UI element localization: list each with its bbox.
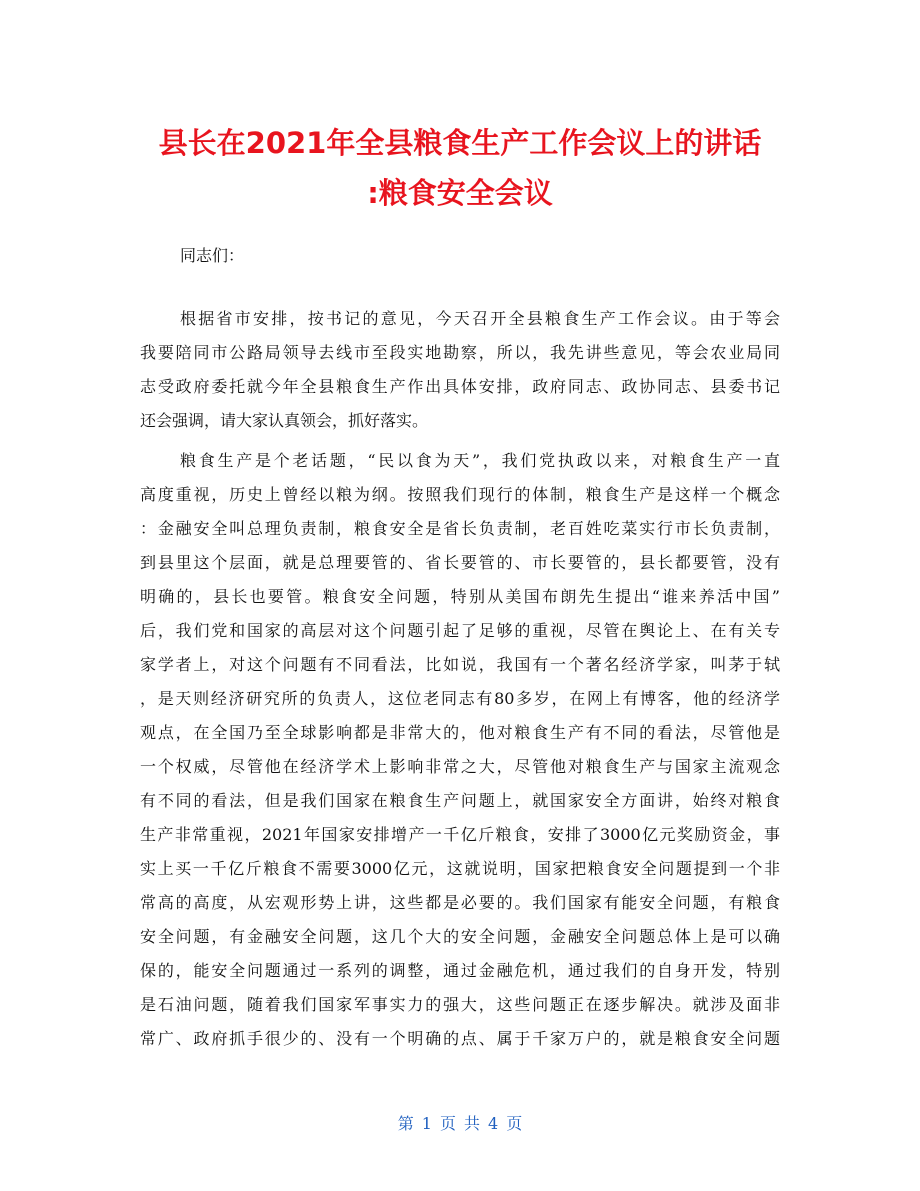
footer-word: 第	[397, 1114, 414, 1133]
paragraph1-line: 志受政府委托就今年全县粮食生产作出具体安排，政府同志、政协同志、县委书记	[140, 377, 780, 396]
paragraph2-line: 观点，在全国乃至全球影响都是非常大的，他对粮食生产有不同的看法，尽管他是	[140, 723, 780, 742]
paragraph2-line: 是石油问题，随着我们国家军事实力的强大，这些问题正在逐步解决。就涉及面非	[140, 995, 780, 1014]
paragraph2-line: 保的，能安全问题通过一系列的调整，通过金融危机，通过我们的自身开发，特别	[140, 961, 780, 980]
paragraph2-line: ：金融安全叫总理负责制，粮食安全是省长负责制，老百姓吃菜实行市长负责制，	[140, 519, 780, 538]
paragraph2-line: ，是天则经济研究所的负责人，这位老同志有80多岁，在网上有博客，他的经济学	[140, 689, 780, 708]
paragraph2-line: 常广、政府抓手很少的、没有一个明确的点、属于千家万户的，就是粮食安全问题	[140, 1029, 780, 1048]
paragraph2-line: 安全问题，有金融安全问题，这几个大的安全问题，金融安全问题总体上是可以确	[140, 927, 780, 946]
salutation: 同志们：	[180, 246, 245, 265]
paragraph2-line: 到县里这个层面，就是总理要管的、省长要管的、市长要管的，县长都要管，没有	[140, 553, 780, 572]
paragraph2-line: 粮食生产是个老话题，“民以食为天”，我们党执政以来，对粮食生产一直	[180, 451, 780, 470]
footer-word: 页	[506, 1114, 523, 1133]
paragraph1-line: 还会强调，请大家认真领会，抓好落实。	[140, 411, 429, 430]
paragraph2-line: 明确的，县长也要管。粮食安全问题，特别从美国布朗先生提出“谁来养活中国”	[140, 587, 780, 606]
paragraph2-line: 常高的高度，从宏观形势上讲，这些都是必要的。我们国家有能安全问题，有粮食	[140, 893, 780, 912]
footer-page-number: 1	[421, 1114, 432, 1133]
footer-word: 共	[464, 1114, 481, 1133]
paragraph2-line: 后，我们党和国家的高层对这个问题引起了足够的重视，尽管在舆论上、在有关专	[140, 621, 780, 640]
paragraph1-line: 根据省市安排，按书记的意见，今天召开全县粮食生产工作会议。由于等会	[180, 309, 780, 328]
paragraph2-line: 家学者上，对这个问题有不同看法，比如说，我国有一个著名经济学家，叫茅于轼	[140, 655, 780, 674]
paragraph2-line: 有不同的看法，但是我们国家在粮食生产问题上，就国家安全方面讲，始终对粮食	[140, 791, 780, 810]
footer-total-pages: 4	[488, 1114, 499, 1133]
footer-word: 页	[439, 1114, 456, 1133]
document-title-line1: 县长在2021年全县粮食生产工作会议上的讲话	[158, 126, 762, 160]
paragraph2-line: 实上买一千亿斤粮食不需要3000亿元，这就说明，国家把粮食安全问题提到一个非	[140, 859, 780, 878]
paragraph2-line: 一个权威，尽管他在经济学术上影响非常之大，尽管他对粮食生产与国家主流观念	[140, 757, 780, 776]
document-title-line2: :粮食安全会议	[367, 176, 553, 210]
paragraph1-line: 我要陪同市公路局领导去线市至段实地勘察，所以，我先讲些意见，等会农业局同	[140, 343, 780, 362]
paragraph2-line: 高度重视，历史上曾经以粮为纲。按照我们现行的体制，粮食生产是这样一个概念	[140, 485, 780, 504]
page-footer	[0, 1113, 920, 1135]
paragraph2-line: 生产非常重视，2021年国家安排增产一千亿斤粮食，安排了3000亿元奖励资金，事	[140, 825, 780, 844]
